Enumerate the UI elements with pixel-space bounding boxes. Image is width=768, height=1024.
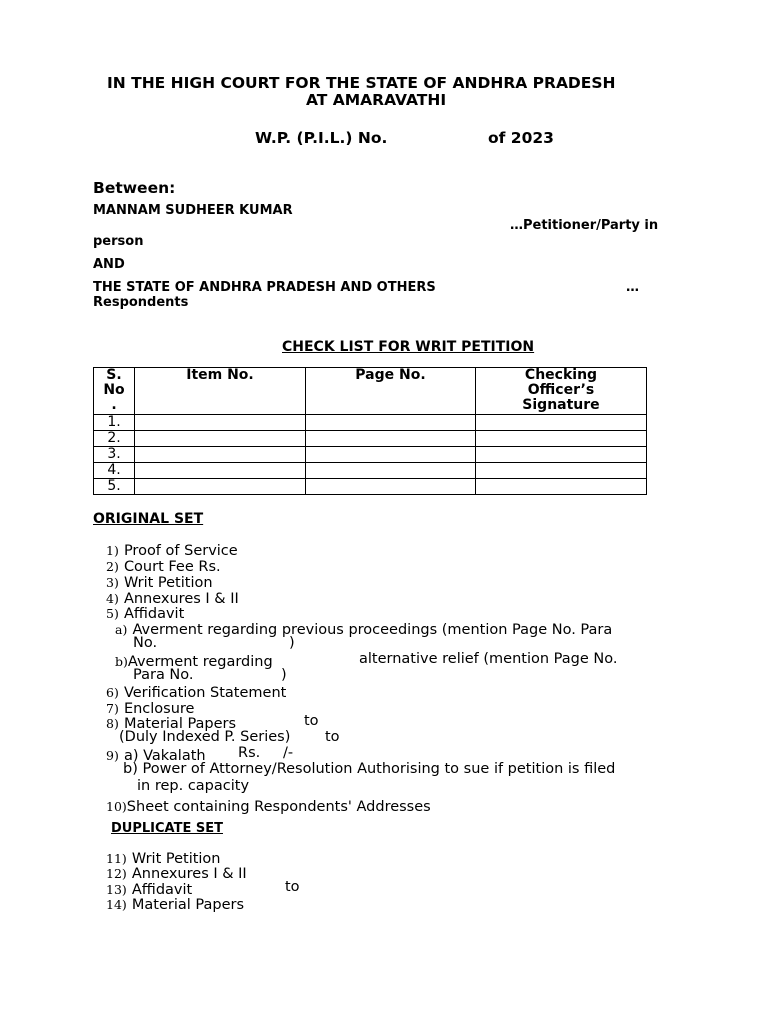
table-row: [94, 463, 647, 479]
col-item: Item No.: [135, 368, 306, 415]
row-sno: 2.: [94, 431, 135, 447]
item8-sub: (Duly Indexed P. Series): [119, 729, 291, 745]
row-page: [306, 431, 476, 447]
row-sno: 5.: [94, 479, 135, 495]
sub-item-text: Averment regarding: [127, 654, 273, 670]
sub-item-a-cont: No.: [133, 635, 158, 651]
row-sno: 4.: [94, 463, 135, 479]
original-set-title: ORIGINAL SET: [93, 511, 204, 527]
row-item: [135, 463, 306, 479]
item8-to: to: [304, 713, 319, 729]
item13-to: to: [285, 879, 300, 895]
row-signature: [476, 447, 647, 463]
item-number: 3): [106, 575, 119, 590]
table-row: [94, 415, 647, 431]
row-item: [135, 447, 306, 463]
item-number: 10): [106, 799, 127, 814]
row-signature: [476, 415, 647, 431]
item-number: 5): [106, 606, 119, 621]
item-number: 13): [106, 882, 127, 897]
sub-item-b-text2: alternative relief (mention Page No.: [359, 651, 618, 667]
item9-b: b) Power of Attorney/Resolution Authorising to sue if petition is filed: [123, 761, 616, 777]
item-number: 6): [106, 685, 119, 700]
item-text: Annexures I & II: [131, 866, 247, 882]
petitioner-role: …Petitioner/Party in: [510, 218, 659, 233]
sub-item-a-close: ): [289, 635, 295, 651]
table-row: [94, 447, 647, 463]
col-sno-line2: No: [103, 382, 125, 398]
row-signature: [476, 431, 647, 447]
row-page: [306, 415, 476, 431]
col-page: Page No.: [306, 368, 476, 415]
item-number: 2): [106, 559, 119, 574]
col-signature: [476, 368, 647, 415]
petitioner-name: MANNAM SUDHEER KUMAR: [93, 203, 293, 218]
row-page: [306, 479, 476, 495]
item-number: 12): [106, 866, 127, 881]
item-number: 7): [106, 701, 119, 716]
respondent-name: THE STATE OF ANDHRA PRADESH AND OTHERS: [93, 280, 436, 295]
court-title: IN THE HIGH COURT FOR THE STATE OF ANDHRA PRADESH: [107, 74, 616, 92]
row-item: [135, 479, 306, 495]
list-item: [106, 894, 244, 913]
wp-number-label: W.P. (P.I.L.) No.: [255, 129, 388, 147]
item-number: 14): [106, 897, 127, 912]
petitioner-role-cont: person: [93, 234, 144, 249]
item9-b-cont: in rep. capacity: [137, 778, 250, 794]
item9-slash: /-: [283, 745, 294, 761]
item-text: Annexures I & II: [123, 591, 239, 607]
item-number: 11): [106, 851, 127, 866]
list-item: [106, 796, 431, 815]
row-sno: 1.: [94, 415, 135, 431]
wp-year: of 2023: [488, 129, 554, 147]
col-sign-line2: Officer’s: [527, 382, 595, 398]
and-label: AND: [93, 257, 125, 272]
item-text: Affidavit: [123, 606, 185, 622]
item-text: Proof of Service: [123, 543, 238, 559]
item-text: Verification Statement: [123, 685, 287, 701]
row-sno: 3.: [94, 447, 135, 463]
court-location: AT AMARAVATHI: [306, 91, 447, 109]
col-sno: [94, 368, 135, 415]
item-text: Writ Petition: [123, 575, 213, 591]
sub-item-letter: b): [115, 654, 128, 669]
row-page: [306, 463, 476, 479]
item-text: Enclosure: [123, 701, 195, 717]
col-sno-line3: .: [111, 397, 117, 413]
item-number: 1): [106, 543, 119, 558]
sub-item-text: Averment regarding previous proceedings (mention Page No. Para: [132, 622, 613, 638]
col-sign-line1: Checking: [524, 367, 598, 383]
table-header-row: [94, 368, 647, 415]
between-label: Between:: [93, 179, 176, 197]
item-text: a) Vakalath: [123, 748, 206, 764]
row-item: [135, 431, 306, 447]
col-sign-line3: Signature: [522, 397, 600, 413]
row-item: [135, 415, 306, 431]
item-number: 9): [106, 748, 119, 763]
item9-rs: Rs.: [238, 745, 261, 761]
row-signature: [476, 479, 647, 495]
item-number: 8): [106, 716, 119, 731]
item-text: Material Papers: [131, 897, 245, 913]
table-row: [94, 431, 647, 447]
item8-sub-to: to: [325, 729, 340, 745]
sub-item-b-close: ): [281, 667, 287, 683]
item-text: Writ Petition: [131, 851, 221, 867]
row-page: [306, 447, 476, 463]
sub-item-a: [115, 619, 612, 638]
col-sno-line1: S.: [106, 367, 122, 383]
sub-item-letter: a): [115, 622, 128, 637]
respondent-dots: …: [626, 280, 639, 295]
duplicate-set-title: DUPLICATE SET: [111, 821, 223, 836]
checklist-title: CHECK LIST FOR WRIT PETITION: [282, 339, 535, 355]
item-number: 4): [106, 591, 119, 606]
item-text: Material Papers: [123, 716, 237, 732]
table-row: [94, 479, 647, 495]
checklist-table: [93, 367, 647, 495]
item-text: Court Fee Rs.: [123, 559, 221, 575]
row-signature: [476, 463, 647, 479]
respondent-role: Respondents: [93, 295, 189, 310]
item-text: Affidavit: [131, 882, 193, 898]
item-text: Sheet containing Respondents' Addresses: [126, 799, 431, 815]
sub-item-b-cont: Para No.: [133, 667, 194, 683]
